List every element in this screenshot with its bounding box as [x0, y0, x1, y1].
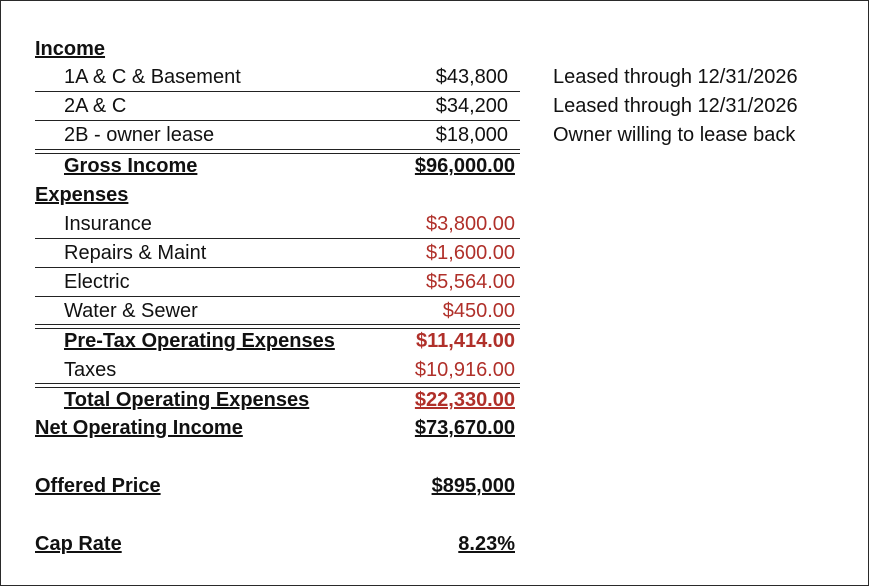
offered-price-amount: $895,000	[431, 475, 515, 497]
pretax-expenses-amount: $11,414.00	[416, 330, 515, 352]
expense-row-label: Insurance	[64, 213, 152, 235]
income-row-amount: $43,800	[435, 66, 508, 88]
expense-row-label: Electric	[64, 271, 130, 293]
expense-row-amount: $3,800.00	[426, 213, 515, 235]
income-row-note: Leased through 12/31/2026	[553, 95, 798, 117]
offered-price-label: Offered Price	[35, 475, 161, 497]
cap-rate-amount: 8.23%	[458, 533, 515, 555]
income-header: Income	[35, 38, 106, 60]
income-row-label: 1A & C & Basement	[64, 66, 241, 88]
total-expenses-amount: $22,330.00	[414, 389, 515, 411]
gross-income-amount: $96,000.00	[414, 155, 515, 177]
income-row-note: Leased through 12/31/2026	[553, 66, 798, 88]
noi-amount: $73,670.00	[414, 417, 515, 439]
pretax-expenses-label: Pre-Tax Operating Expenses	[64, 330, 335, 352]
total-expenses-label: Total Operating Expenses	[64, 389, 310, 411]
income-row-note: Owner willing to lease back	[553, 124, 796, 146]
taxes-amount: $10,916.00	[414, 359, 515, 381]
expense-row-amount: $1,600.00	[426, 242, 515, 264]
expense-row-label: Repairs & Maint	[64, 242, 207, 264]
taxes-label: Taxes	[64, 359, 117, 381]
income-row-amount: $18,000	[435, 124, 508, 146]
cap-rate-label: Cap Rate	[35, 533, 122, 555]
expenses-header: Expenses	[35, 184, 129, 206]
expense-row-amount: $5,564.00	[426, 271, 515, 293]
income-row-label: 2A & C	[64, 95, 127, 117]
noi-label: Net Operating Income	[35, 417, 243, 439]
income-row-amount: $34,200	[435, 95, 508, 117]
expense-row-label: Water & Sewer	[64, 300, 198, 322]
income-row-label: 2B - owner lease	[64, 124, 215, 146]
expense-row-amount: $450.00	[442, 300, 515, 322]
gross-income-label: Gross Income	[64, 155, 198, 177]
